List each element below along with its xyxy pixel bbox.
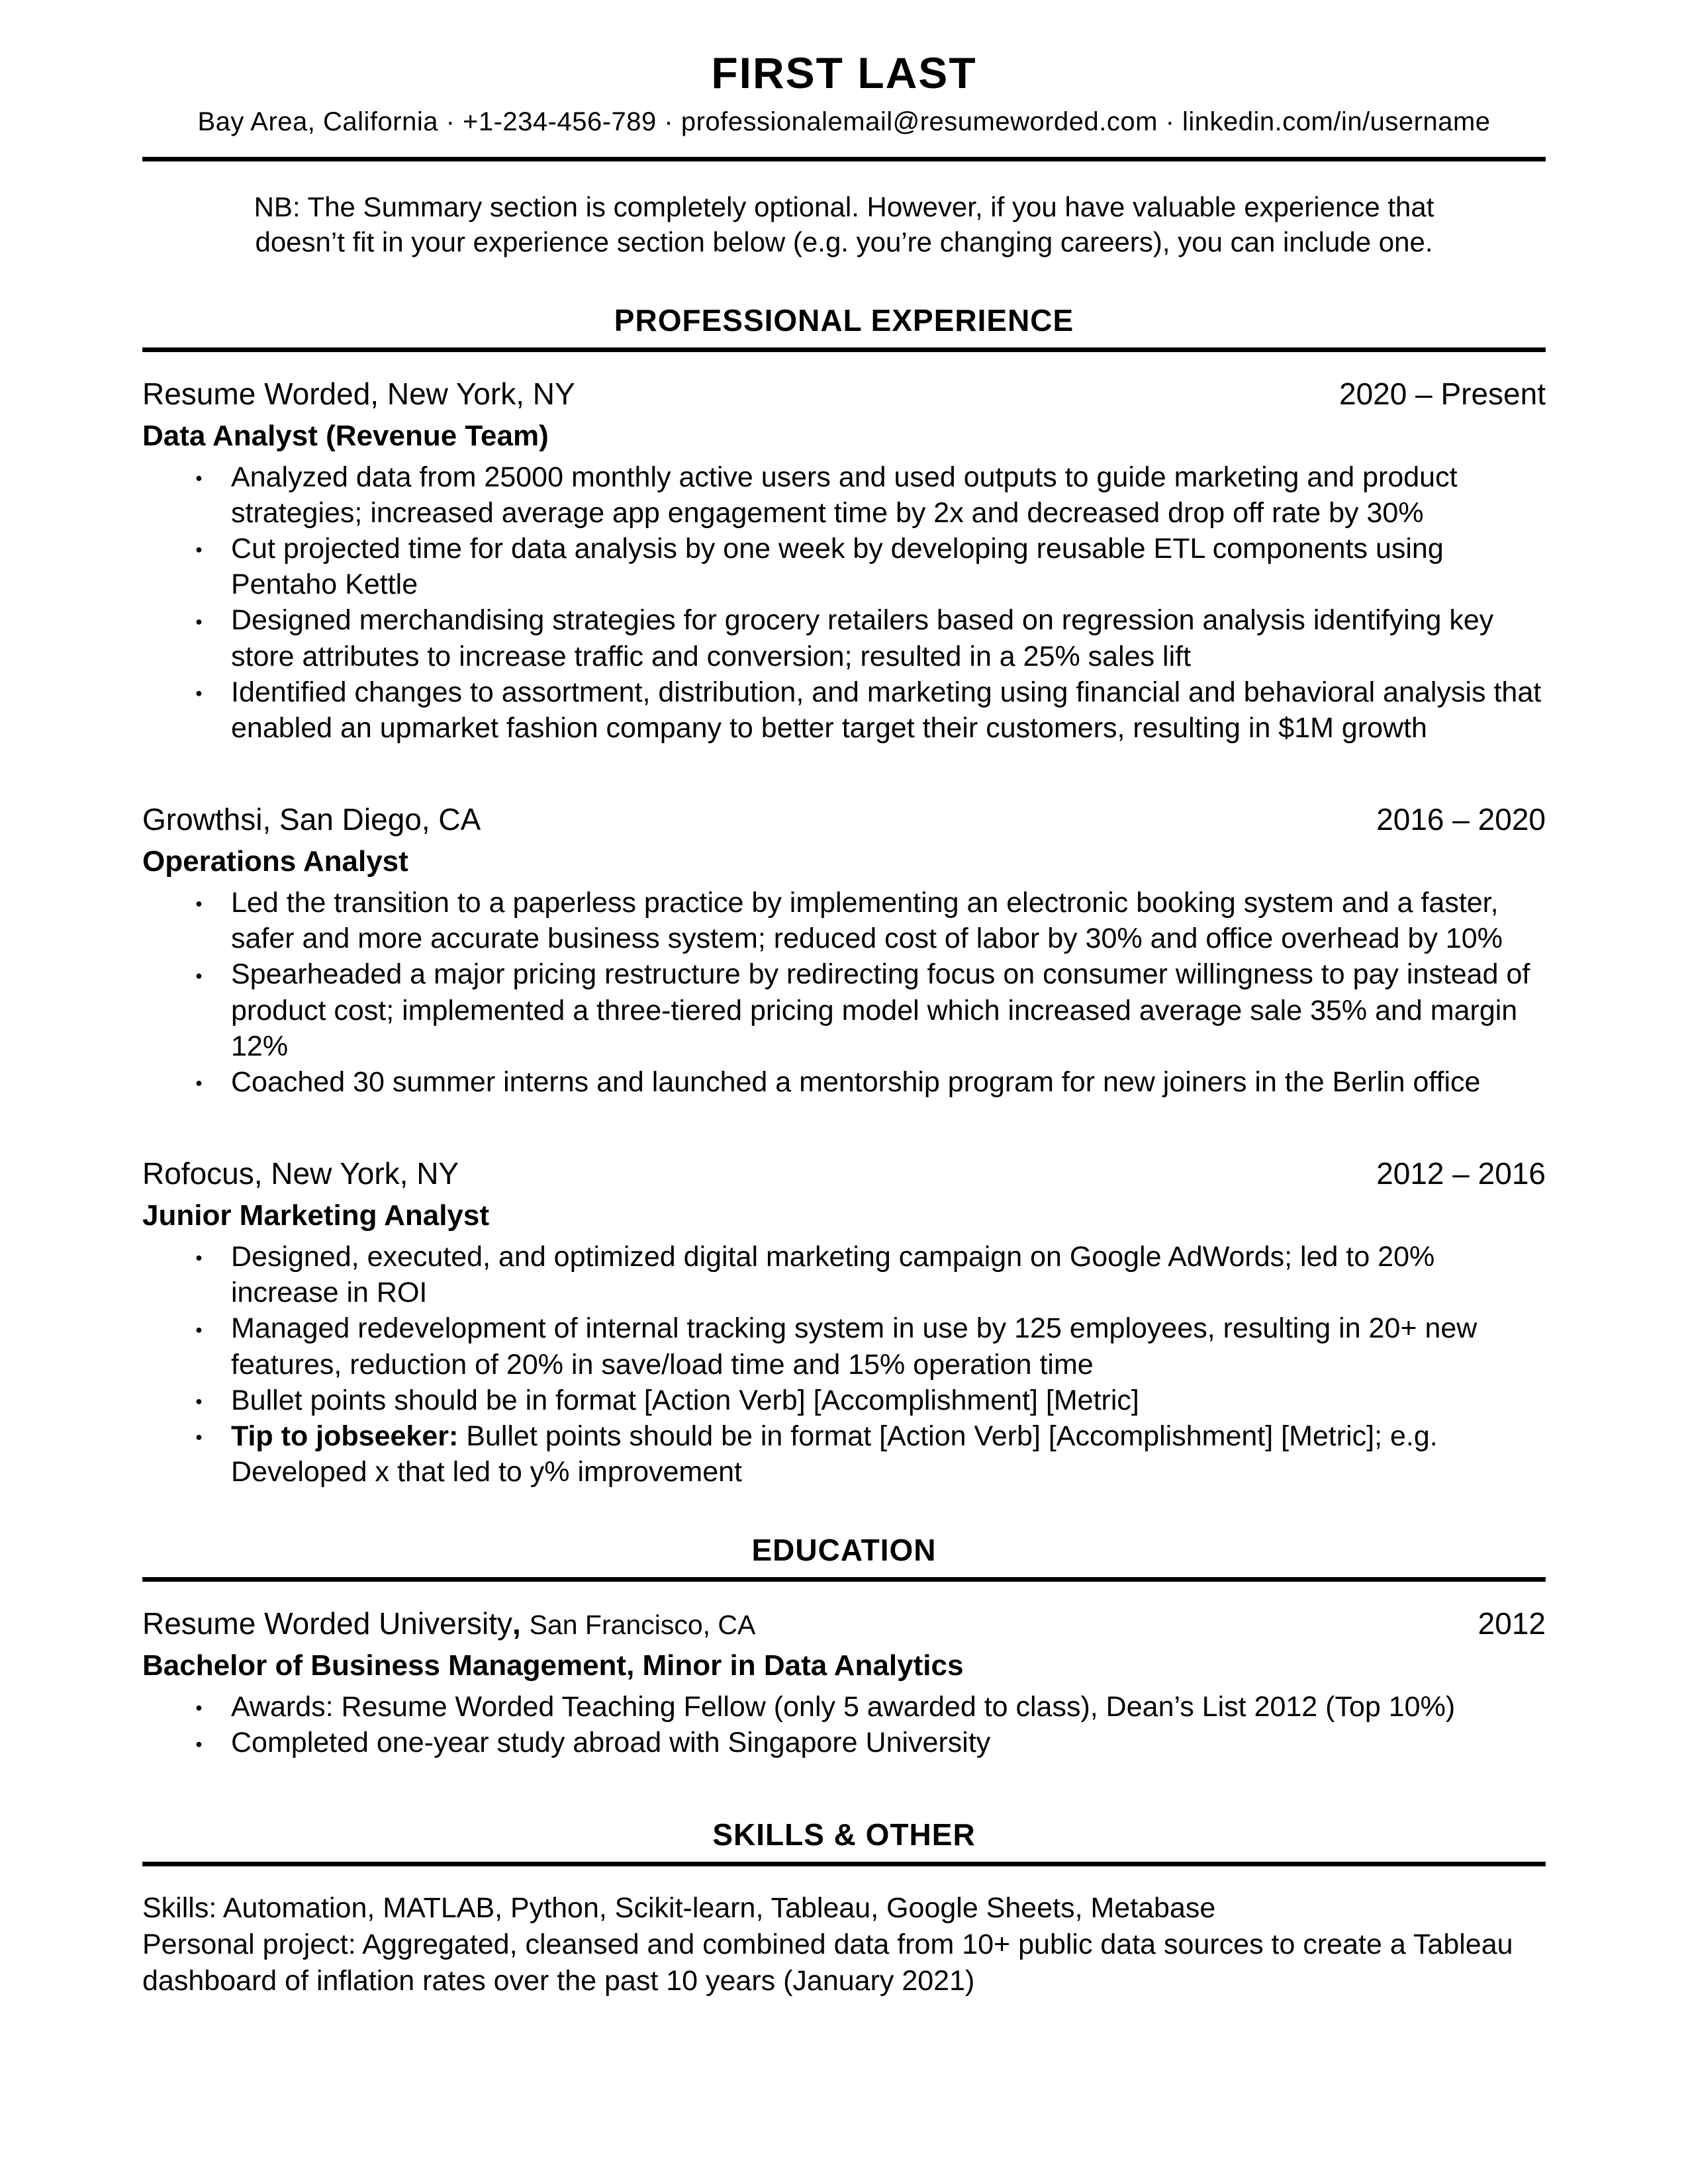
bullet-item — [142, 1383, 1546, 1418]
bullet-text: Designed merchandising strategies for grocery retailers based on regression analysis identifying key store attributes to increase traffic and conversion; resulted in a 25% sales lift — [231, 604, 1494, 672]
summary-note-line: NB: The Summary section is completely optional. However, if you have valuable experience that — [254, 191, 1434, 222]
education-institution-name: Resume Worded University — [142, 1606, 513, 1641]
education-degree: Bachelor of Business Management, Minor in Data Analytics — [142, 1649, 964, 1682]
bullet-item — [142, 1239, 1546, 1310]
summary-note — [142, 189, 1546, 260]
job-entry — [142, 1156, 1546, 1490]
bullet-item — [142, 885, 1546, 956]
bullet-text: Bullet points should be in format [Action Verb] [Accomplishment] [Metric] — [231, 1384, 1139, 1416]
bullet-text: Completed one-year study abroad with Singapore University — [231, 1727, 991, 1759]
job-bullets — [142, 885, 1546, 1100]
bullet-text: Awards: Resume Worded Teaching Fellow (only 5 awarded to class), Dean’s List 2012 (Top 10%) — [231, 1691, 1456, 1723]
bullet-text: Managed redevelopment of internal tracking system in use by 125 employees, resulting in 20+ new features, reduction of 20% in save/load time and 15% operation time — [231, 1312, 1477, 1381]
experience-section-heading: PROFESSIONAL EXPERIENCE — [614, 302, 1074, 338]
bullet-item — [142, 674, 1546, 746]
skills-section-heading: SKILLS & OTHER — [712, 1817, 976, 1852]
summary-note-line: doesn’t fit in your experience section below (e.g. you’re changing careers), you can include one. — [255, 226, 1433, 258]
education-header-row — [142, 1606, 1546, 1641]
bullet-text: Spearheaded a major pricing restructure by redirecting focus on consumer willingness to pay instead of product cost; implemented a three-tiered pricing model which increased average sale 35% and margin 12% — [231, 958, 1530, 1062]
job-dates: 2012 – 2016 — [1376, 1156, 1546, 1191]
bullet-text: Identified changes to assortment, distribution, and marketing using financial and behavioral analysis that enabled an upmarket fashion company to better target their customers, resulting in $1M growth — [231, 676, 1542, 744]
job-dates: 2016 – 2020 — [1376, 802, 1546, 837]
job-entry — [142, 376, 1546, 746]
bullet-item — [142, 531, 1546, 602]
job-bullets — [142, 459, 1546, 746]
bullet-lead: Tip to jobseeker: — [231, 1420, 467, 1452]
personal-project-line: Personal project: Aggregated, cleansed and combined data from 10+ public data sources to create a Tableau dashboard of inflation rates over the past 10 years (January 2021) — [142, 1928, 1513, 1997]
bullet-text: Coached 30 summer interns and launched a mentorship program for new joiners in the Berlin office — [231, 1066, 1481, 1098]
company-name: Rofocus, New York, NY — [142, 1156, 459, 1191]
page-title: FIRST LAST — [711, 48, 977, 97]
bullet-item — [142, 1725, 1546, 1760]
education-bullets — [142, 1689, 1546, 1760]
job-bullets — [142, 1239, 1546, 1490]
bullet-item — [142, 1310, 1546, 1382]
job-title: Operations Analyst — [142, 845, 408, 878]
education-section-heading: EDUCATION — [751, 1533, 937, 1568]
bullet-item — [142, 956, 1546, 1064]
bullet-text: Cut projected time for data analysis by one week by developing reusable ETL components using Pentaho Kettle — [231, 533, 1444, 601]
company-name: Resume Worded, New York, NY — [142, 376, 575, 411]
company-name: Growthsi, San Diego, CA — [142, 802, 481, 837]
bullet-text: Bullet points should be in format [Action Verb] [Accomplishment] [Metric]; e.g. Developed x that led to y% improvement — [231, 1420, 1438, 1488]
education-location: San Francisco, CA — [529, 1610, 756, 1641]
job-header-row — [142, 1156, 1546, 1191]
bullet-item — [142, 1418, 1546, 1490]
contact-line: Bay Area, California · +1-234-456-789 · professionalemail@resumeworded.com · linkedin.com/in/username — [197, 107, 1491, 136]
bullet-text: Led the transition to a paperless practice by implementing an electronic booking system and a faster, safer and more accurate business system; reduced cost of labor by 30% and office overhead by 10% — [231, 887, 1503, 955]
skills-line: Skills: Automation, MATLAB, Python, Scikit-learn, Tableau, Google Sheets, Metabase — [142, 1891, 1216, 1924]
bullet-item — [142, 1689, 1546, 1725]
header-divider — [142, 157, 1546, 161]
education-institution-separator: , — [512, 1606, 521, 1641]
bullet-item — [142, 1064, 1546, 1100]
job-header-row — [142, 376, 1546, 412]
jobs-list — [142, 376, 1546, 1490]
job-title: Junior Marketing Analyst — [142, 1199, 490, 1232]
education-section-divider — [142, 1577, 1546, 1582]
skills-block — [142, 1890, 1546, 1999]
bullet-text: Designed, executed, and optimized digital marketing campaign on Google AdWords; led to 20% increase in ROI — [231, 1241, 1435, 1309]
skills-section-divider — [142, 1862, 1546, 1866]
education-entry — [142, 1606, 1546, 1760]
education-institution — [142, 1606, 755, 1641]
bullet-text: Analyzed data from 25000 monthly active users and used outputs to guide marketing and product strategies; increased average app engagement time by 2x and decreased drop off rate by 30% — [231, 461, 1458, 529]
bullet-item — [142, 459, 1546, 531]
education-dates: 2012 — [1477, 1606, 1546, 1641]
bullet-item — [142, 602, 1546, 674]
job-header-row — [142, 801, 1546, 837]
job-dates: 2020 – Present — [1338, 376, 1546, 411]
job-title: Data Analyst (Revenue Team) — [142, 419, 549, 452]
experience-section-divider — [142, 347, 1546, 352]
job-entry — [142, 801, 1546, 1100]
